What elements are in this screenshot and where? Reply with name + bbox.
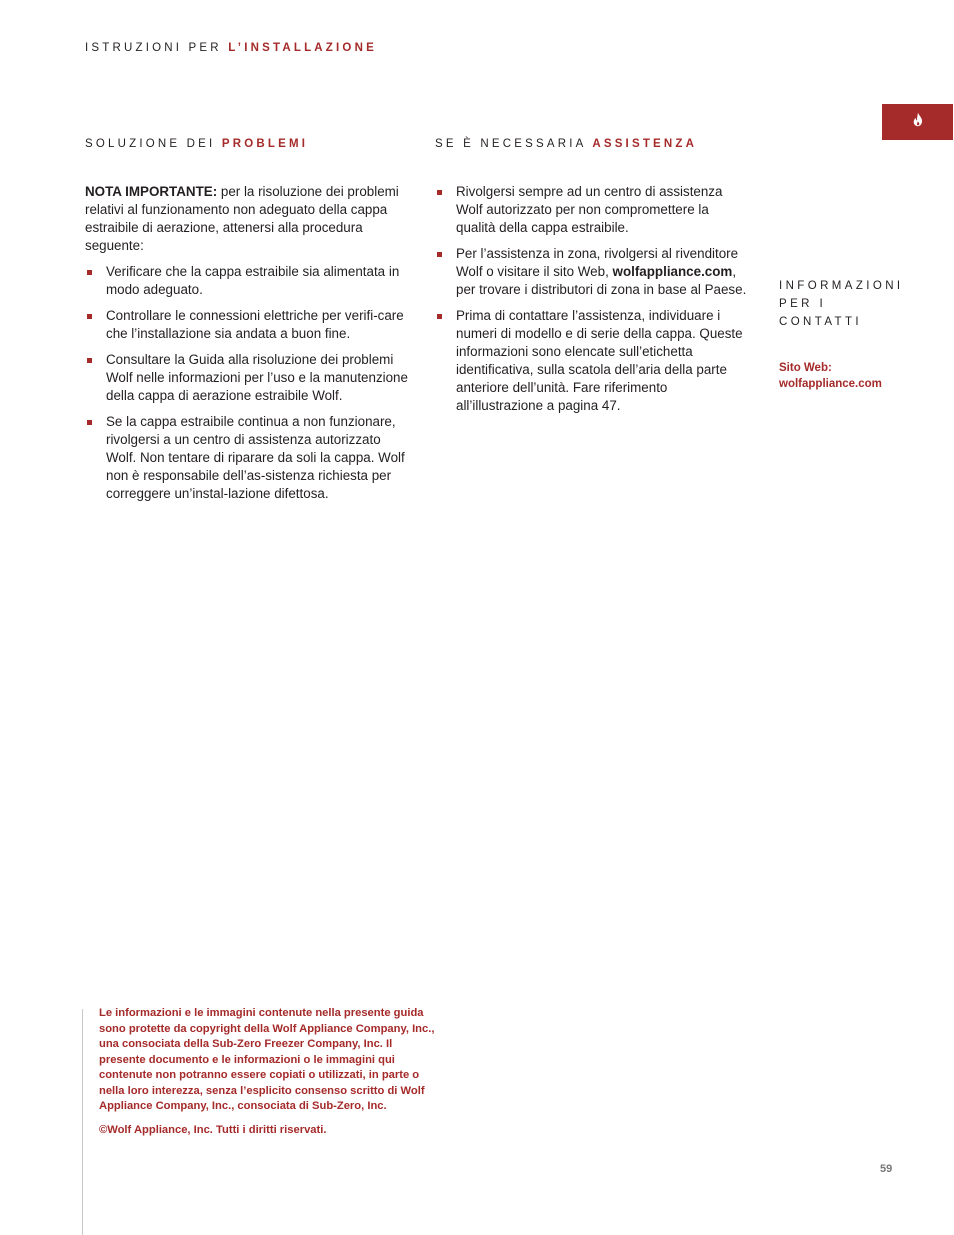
header-highlight: L’INSTALLAZIONE (228, 42, 377, 54)
list-item-text: Per l’assistenza in zona, rivolgersi al rivenditore Wolf o visitare il sito Web, (456, 246, 739, 279)
list-item-text: , per trovare i distributori di zona in base al Paese. (456, 264, 747, 297)
assistance-title-highlight: ASSISTENZA (592, 138, 698, 150)
assistance-title (435, 138, 697, 150)
important-note-label: NOTA IMPORTANTE: (85, 184, 218, 199)
important-note (85, 183, 410, 255)
list-item: Prima di contattare l’assistenza, individuare i numeri di modello e di serie della cappa. Queste informazioni sono elencate sull’etichetta identificativa, sulla scatola dell’aria della parte anteriore dell’unità. Fare riferimento all’illustrazione a pagina 47. (435, 307, 750, 415)
assistance-title-prefix: SE È NECESSARIA (435, 138, 586, 150)
section-tab (882, 104, 953, 140)
header-prefix: ISTRUZIONI PER (85, 42, 222, 54)
contact-title-line: CONTATTI (779, 316, 862, 328)
website-label: Sito Web: (779, 362, 832, 374)
list-item: Rivolgersi sempre ad un centro di assistenza Wolf autorizzato per non compromettere la qualità della cappa estraibile. (435, 183, 750, 237)
copyright-text: Le informazioni e le immagini contenute nella presente guida sono protette da copyright della Wolf Appliance Company, Inc., una consociata della Sub-Zero Freezer Company, Inc. Il presente documento e le informazioni o le immagini qui contenute non potranno essere copiati o utilizzati, in parte o nella loro interezza, senza l’esplicito consenso scritto di Wolf Appliance Company, Inc., consociata di Sub-Zero, Inc. (99, 1007, 435, 1112)
list-item (435, 245, 750, 299)
list-item: Se la cappa estraibile continua a non funzionare, rivolgersi a un centro di assistenza autorizzato Wolf. Non tentare di riparare da soli la cappa. Wolf non è responsabile dell’as-sistenza richiesta per correggere un’instal-lazione difettosa. (85, 413, 410, 503)
website-link-inline[interactable]: wolfappliance.com (612, 264, 733, 279)
copyright-block (99, 1006, 439, 1146)
list-item: Verificare che la cappa estraibile sia alimentata in modo adeguato. (85, 263, 410, 299)
list-item: Controllare le connessioni elettriche per verifi-care che l’installazione sia andata a buon fine. (85, 307, 410, 343)
footer-divider (82, 1009, 83, 1235)
page-number: 59 (880, 1163, 893, 1175)
important-note-text: per la risoluzione dei problemi relativi al funzionamento non adeguato della cappa estraibile di aerazione, attenersi alla procedura seguente: (85, 184, 399, 253)
troubleshooting-title-highlight: PROBLEMI (221, 138, 309, 150)
troubleshooting-title (85, 138, 308, 150)
page-header (85, 42, 377, 54)
website-url[interactable]: wolfappliance.com (779, 378, 882, 390)
assistance-column (435, 175, 750, 415)
assistance-list (435, 183, 750, 415)
contact-info-title (779, 277, 904, 331)
rights-text: ©Wolf Appliance, Inc. Tutti i diritti riservati. (99, 1123, 327, 1136)
troubleshooting-list (85, 263, 410, 503)
flame-icon (912, 112, 924, 132)
contact-title-line: INFORMAZIONI (779, 280, 904, 292)
contact-title-line: PER I (779, 298, 827, 310)
troubleshooting-title-prefix: SOLUZIONE DEI (85, 138, 216, 150)
contact-website (779, 360, 882, 392)
list-item: Consultare la Guida alla risoluzione dei problemi Wolf nelle informazioni per l’uso e la manutenzione della cappa di aerazione estraibile Wolf. (85, 351, 410, 405)
troubleshooting-column (85, 183, 410, 503)
